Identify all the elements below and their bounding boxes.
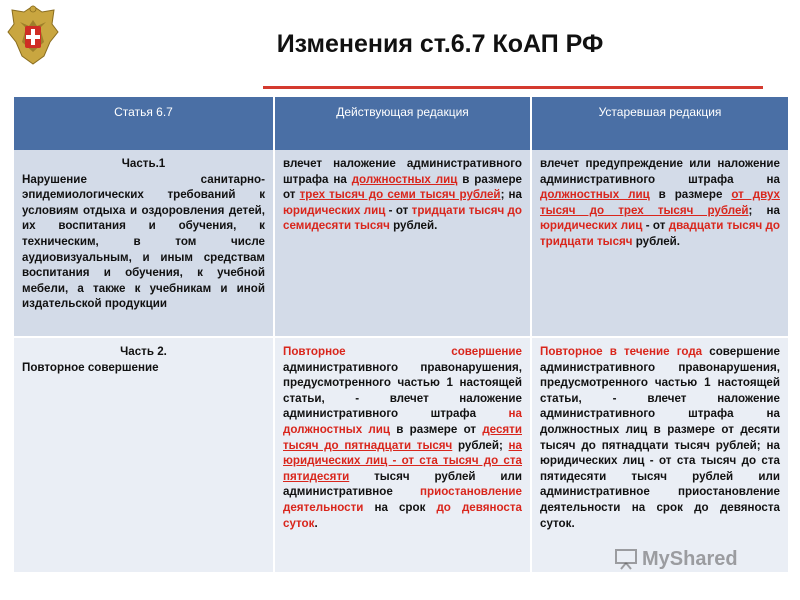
table-header-row [14, 97, 788, 150]
table-row [14, 337, 788, 572]
text: ; на [500, 188, 522, 202]
header-current-edition: Действующая редакция [274, 97, 531, 150]
text: на срок [363, 500, 437, 514]
text: . [314, 516, 318, 530]
row1-old-cell [531, 150, 788, 337]
text: - от [385, 203, 412, 217]
text: - от [642, 219, 669, 233]
highlight: от двух тысяч до трех тысяч рублей [540, 188, 780, 217]
highlight: Повторное в течение года [540, 345, 703, 358]
text: ; на [748, 203, 780, 217]
text: рублей; [452, 438, 509, 452]
highlight: должностных лиц [540, 188, 650, 202]
highlight: тридцати тысяч до семидесяти тысяч [283, 203, 522, 233]
highlight: юридических лиц [283, 203, 386, 217]
row2-part-title: Часть 2. [120, 345, 167, 358]
row1-part-title: Часть.1 [121, 157, 166, 170]
text: административного правонарушения, предусмотренного частью 1 настоящей статьи, - влечет наложение административного штрафа [283, 360, 522, 421]
text: в размере от [390, 422, 483, 436]
row1-article-cell [14, 150, 274, 337]
text: влечет предупреждение или наложение административного штрафа на [540, 157, 780, 186]
highlight: на юридических лиц - от ста тысяч до ста пятидесяти [283, 438, 522, 483]
highlight: должностных лиц [351, 172, 458, 186]
highlight: до девяноста суток [283, 500, 522, 530]
title-underline [263, 86, 763, 89]
watermark [614, 546, 774, 572]
header-old-edition: Устаревшая редакция [531, 97, 788, 150]
highlight: на должностных лиц [283, 407, 522, 436]
highlight: юридических лиц [540, 219, 643, 233]
text: совершение административного правонарушения, предусмотренного частью 1 настоящей статьи, - влечет наложение административного штрафа на должностных лиц в размере от десяти тысяч до пятнадцати тысяч рублей; на юридических лиц - от ста тысяч до ста пятидесяти тысяч рублей или административное приостановление деятельности на срок до девяноста суток. [540, 345, 780, 530]
row1-current-cell [274, 150, 531, 337]
row1-description: Нарушение санитарно-эпидемиологических требований к условиям отдыха и оздоровления детей, их воспитания и обучения, к техническим, в том числе аудиовизуальным, и иным средствам воспитания и обучения, к учебной мебели, а также к учебникам и иной издательской продукции [22, 172, 265, 311]
page-title: Изменения ст.6.7 КоАП РФ [276, 30, 604, 58]
row2-old-cell [531, 337, 788, 572]
text: рублей. [389, 219, 438, 233]
highlight: десяти тысяч до пятнадцати тысяч [283, 422, 522, 452]
row2-article-cell [14, 337, 274, 572]
highlight: приостановление деятельности [283, 485, 522, 514]
presentation-icon [614, 548, 638, 570]
highlight: двадцати тысяч до тридцати тысяч [540, 219, 780, 248]
watermark-text: MyShared [642, 547, 738, 570]
text: влечет наложение административного штрафа на [283, 157, 522, 186]
highlight: Повторное совершение [283, 345, 522, 358]
row2-description: Повторное совершение [22, 360, 159, 374]
comparison-table [14, 97, 788, 572]
text: рублей. [632, 234, 680, 248]
text: в размере [649, 188, 732, 202]
text: в размере от [283, 172, 522, 202]
text: тысяч рублей или административное [283, 469, 522, 499]
header-article: Статья 6.7 [14, 97, 274, 150]
row2-current-cell [274, 337, 531, 572]
highlight: трех тысяч до семи тысяч рублей [299, 188, 501, 202]
table-row [14, 150, 788, 337]
